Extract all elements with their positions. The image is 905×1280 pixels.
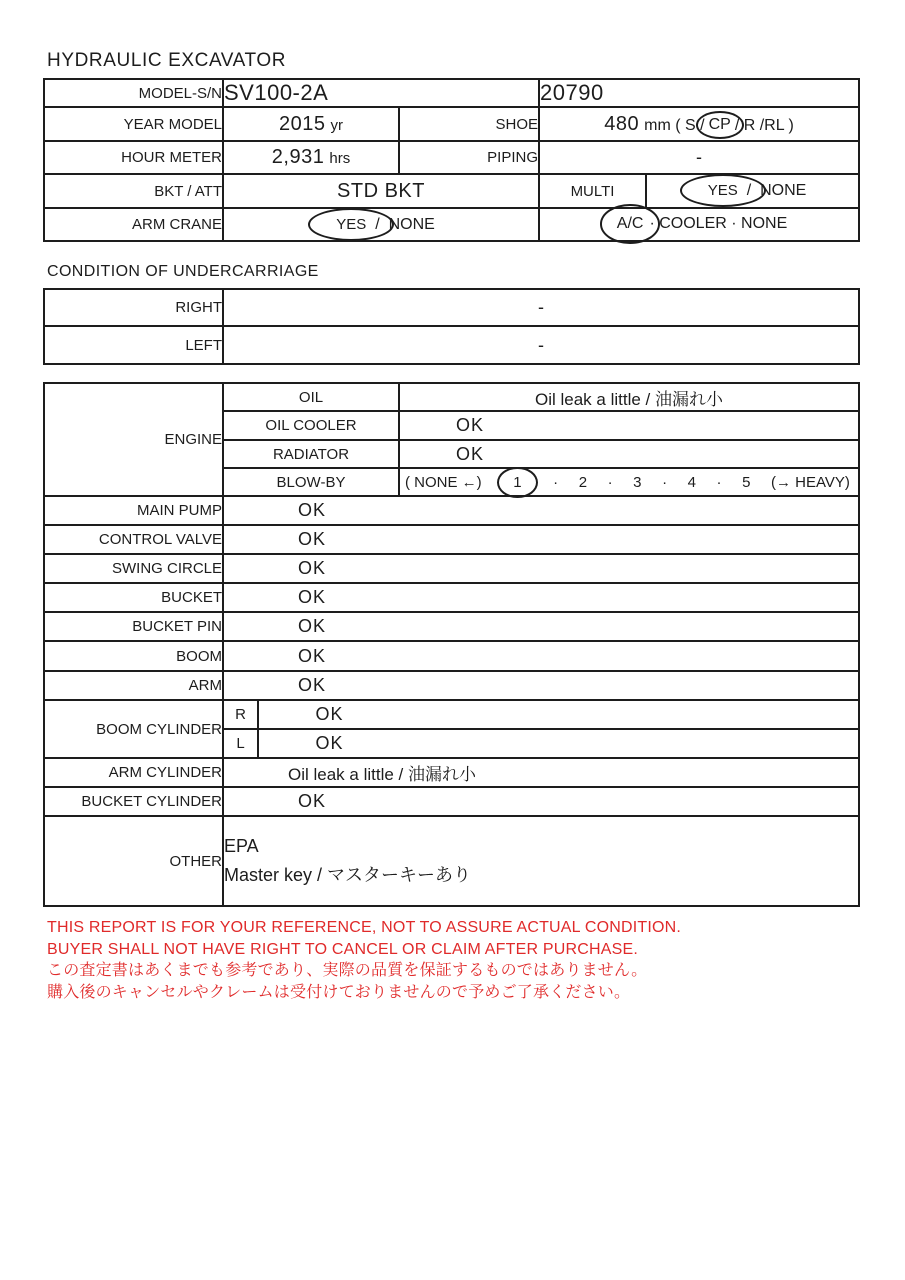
arm-crane-options: / NONE <box>375 215 435 233</box>
shoe-label: SHOE <box>399 107 539 141</box>
disclaimer-line-3: この査定書はあくまでも参考であり、実際の品質を保証するものではありません。 <box>47 962 648 979</box>
other-label: OTHER <box>44 816 223 906</box>
aircon-options: · COOLER · NONE <box>649 215 788 233</box>
engine-blowby-scale: ( NONE ←) 1 · 2 · 3 · 4 · 5 (→ HEAVY) <box>399 468 859 496</box>
other-line-epa: EPA <box>224 835 259 856</box>
boom-value: OK <box>223 641 859 671</box>
arm-value: OK <box>223 671 859 700</box>
undercarriage-table <box>43 288 860 365</box>
bucket-label: BUCKET <box>44 583 223 612</box>
undercarriage-section-title: CONDITION OF UNDERCARRIAGE <box>47 263 319 280</box>
bkt-att-value: STD BKT <box>223 174 539 208</box>
undercarriage-right-value: - <box>223 289 859 326</box>
bkt-att-label: BKT / ATT <box>44 174 223 208</box>
year-model-value: 2015 yr <box>223 107 399 141</box>
boom-cylinder-label: BOOM CYLINDER <box>44 700 223 758</box>
engine-radiator-value: OK <box>399 440 859 468</box>
undercarriage-left-label: LEFT <box>44 326 223 364</box>
other-line-master-key: Master key / マスターキーあり <box>224 864 472 885</box>
model-value: SV100-2A <box>223 79 539 107</box>
multi-options: / NONE <box>746 182 807 199</box>
shoe-selected-circle: CP <box>696 111 744 139</box>
undercarriage-right-label: RIGHT <box>44 289 223 326</box>
bucket-pin-label: BUCKET PIN <box>44 612 223 641</box>
hour-meter-label: HOUR METER <box>44 141 223 174</box>
bucket-value: OK <box>223 583 859 612</box>
blowby-selected-circle: 1 <box>497 467 537 498</box>
engine-radiator-label: RADIATOR <box>223 440 399 468</box>
control-valve-label: CONTROL VALVE <box>44 525 223 554</box>
serial-value: 20790 <box>539 79 859 107</box>
engine-oil-cooler-value: OK <box>399 411 859 440</box>
other-value <box>223 816 859 906</box>
bucket-cylinder-label: BUCKET CYLINDER <box>44 787 223 816</box>
main-pump-value: OK <box>223 496 859 525</box>
spec-table <box>43 78 860 242</box>
arm-crane-label: ARM CRANE <box>44 208 223 241</box>
multi-value <box>646 174 859 208</box>
hour-meter-value: 2,931 hrs <box>223 141 399 174</box>
disclaimer-line-1: THIS REPORT IS FOR YOUR REFERENCE, NOT TO ASSURE ACTUAL CONDITION. <box>47 919 682 936</box>
engine-oil-value: Oil leak a little / 油漏れ小 <box>399 383 859 411</box>
swing-circle-value: OK <box>223 554 859 583</box>
model-sn-label: MODEL-S/N <box>44 79 223 107</box>
swing-circle-label: SWING CIRCLE <box>44 554 223 583</box>
boom-cylinder-r-label: R <box>223 700 258 729</box>
disclaimer-line-4: 購入後のキャンセルやクレームは受付けておりませんので予めご了承ください。 <box>47 983 631 1001</box>
engine-label: ENGINE <box>44 383 223 496</box>
boom-label: BOOM <box>44 641 223 671</box>
multi-label: MULTI <box>539 174 646 208</box>
boom-cylinder-r-value: OK <box>258 700 859 729</box>
arm-cylinder-value: Oil leak a little / 油漏れ小 <box>223 758 859 787</box>
aircon-selected-circle: A/C <box>600 204 661 244</box>
boom-cylinder-l-label: L <box>223 729 258 758</box>
arm-crane-selected-circle: YES <box>308 208 394 241</box>
control-valve-value: OK <box>223 525 859 554</box>
year-model-label: YEAR MODEL <box>44 107 223 141</box>
engine-oil-cooler-label: OIL COOLER <box>223 411 399 440</box>
aircon-value <box>539 208 859 241</box>
bucket-cylinder-value: OK <box>223 787 859 816</box>
disclaimer-text <box>47 917 681 1003</box>
piping-value: - <box>539 141 859 174</box>
multi-selected-circle: YES <box>680 174 766 207</box>
shoe-value: 480 mm ( S / CP / R /RL ) <box>539 107 859 141</box>
bucket-pin-value: OK <box>223 612 859 641</box>
engine-blowby-label: BLOW-BY <box>223 468 399 496</box>
boom-cylinder-l-value: OK <box>258 729 859 758</box>
engine-oil-label: OIL <box>223 383 399 411</box>
undercarriage-left-value: - <box>223 326 859 364</box>
main-pump-label: MAIN PUMP <box>44 496 223 525</box>
arm-label: ARM <box>44 671 223 700</box>
page-title: HYDRAULIC EXCAVATOR <box>47 50 287 71</box>
piping-label: PIPING <box>399 141 539 174</box>
disclaimer-line-2: BUYER SHALL NOT HAVE RIGHT TO CANCEL OR CLAIM AFTER PURCHASE. <box>47 940 638 958</box>
arm-crane-value <box>223 208 539 241</box>
condition-table <box>43 382 860 907</box>
arm-cylinder-label: ARM CYLINDER <box>44 758 223 787</box>
